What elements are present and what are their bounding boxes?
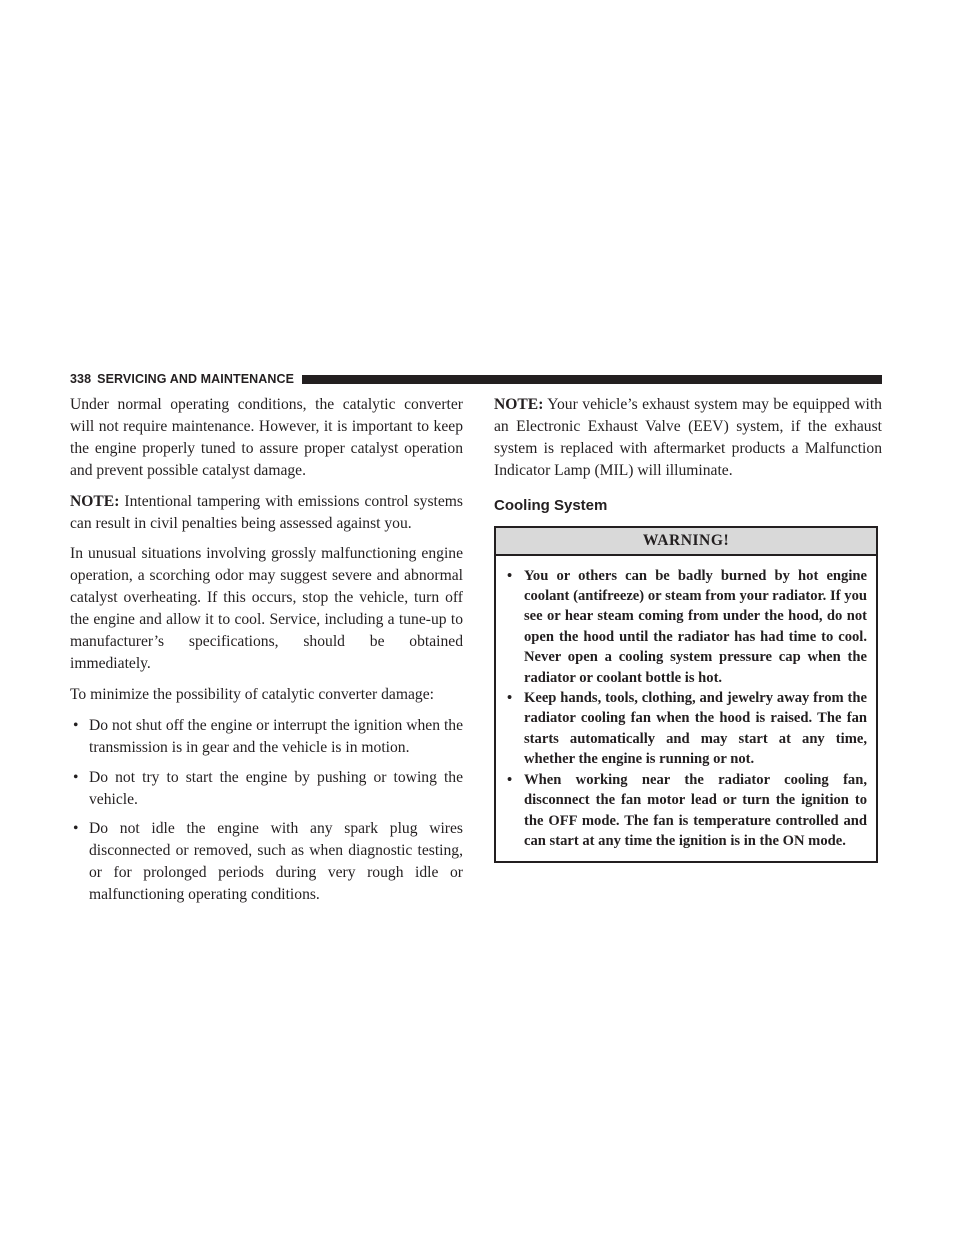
list-item (70, 818, 463, 906)
header-rule (302, 375, 882, 384)
warning-bullet-list (505, 566, 867, 852)
bullet-icon: • (73, 716, 79, 734)
page-header (70, 372, 882, 386)
bullet-icon: • (73, 820, 79, 838)
paragraph-catalytic-maintenance: Under normal operating conditions, the catalytic converter will not require maintenance. However, it is important to keep the engine properly tuned to assure proper catalyst operation and prevent possible catalyst damage. (70, 396, 463, 479)
section-title-cooling-system: Cooling System (494, 496, 608, 514)
bullet-icon: • (507, 771, 513, 788)
list-item-text: Do not try to start the engine by pushing or towing the vehicle. (89, 768, 463, 808)
list-item (505, 770, 867, 852)
list-item-text: Do not idle the engine with any spark plug wires disconnected or removed, such as when diagnostic testing, or for prolonged periods during very rough idle or malfunctioning operating conditions. (89, 820, 463, 904)
left-column (70, 394, 463, 914)
warning-box (494, 526, 878, 864)
list-item-text: Keep hands, tools, clothing, and jewelry away from the radiator cooling fan when the hood is raised. The fan starts automatically and may start at any time, whether the engine is running or not. (524, 690, 867, 768)
list-item-text: Do not shut off the engine or interrupt the ignition when the transmission is in gear and the vehicle is in motion. (89, 716, 463, 756)
bullet-icon: • (73, 768, 79, 786)
list-item (505, 688, 867, 770)
note-text: Your vehicle’s exhaust system may be equipped with an Electronic Exhaust Valve (EEV) system, if the exhaust system is replaced with aftermarket products a Malfunction Indicator Lamp (MIL) will illuminate. (494, 396, 882, 479)
list-item (70, 715, 463, 759)
bullet-icon: • (507, 567, 513, 584)
warning-title: WARNING! (496, 528, 876, 556)
warning-body (496, 556, 876, 862)
catalytic-bullet-list (70, 715, 463, 906)
note-label: NOTE: (494, 396, 544, 413)
paragraph-overheating: In unusual situations involving grossly malfunctioning engine operation, a scorching odor may suggest severe and abnormal catalyst overheating. If this occurs, stop the vehicle, turn off the engine and allow it to cool. Service, including a tune-up to manufacturer’s specifications, should be obtained immediately. (70, 545, 463, 672)
bullet-icon: • (507, 690, 513, 707)
right-column (494, 394, 882, 863)
note-label: NOTE: (70, 492, 120, 510)
list-item (70, 767, 463, 811)
list-item-text: You or others can be badly burned by hot engine coolant (antifreeze) or steam from your radiator. If you see or hear steam coming from under the hood, do not open the hood until the radiator has had time to cool. Never open a cooling system pressure cap when the radiator or coolant bottle is hot. (524, 567, 867, 686)
note-text: Intentional tampering with emissions control systems can result in civil penalties being assessed against you. (70, 492, 463, 532)
note-eev (494, 394, 882, 482)
list-item-text: When working near the radiator cooling fan, disconnect the fan motor lead or turn the ignition to the OFF mode. The fan is temperature controlled and can start at any time the ignition is in the ON mode. (524, 771, 867, 849)
note-tampering (70, 491, 463, 535)
paragraph-minimize-damage: To minimize the possibility of catalytic converter damage: (70, 685, 434, 703)
section-name: SERVICING AND MAINTENANCE (97, 372, 295, 386)
list-item (505, 566, 867, 688)
page-number: 338 (70, 372, 92, 386)
